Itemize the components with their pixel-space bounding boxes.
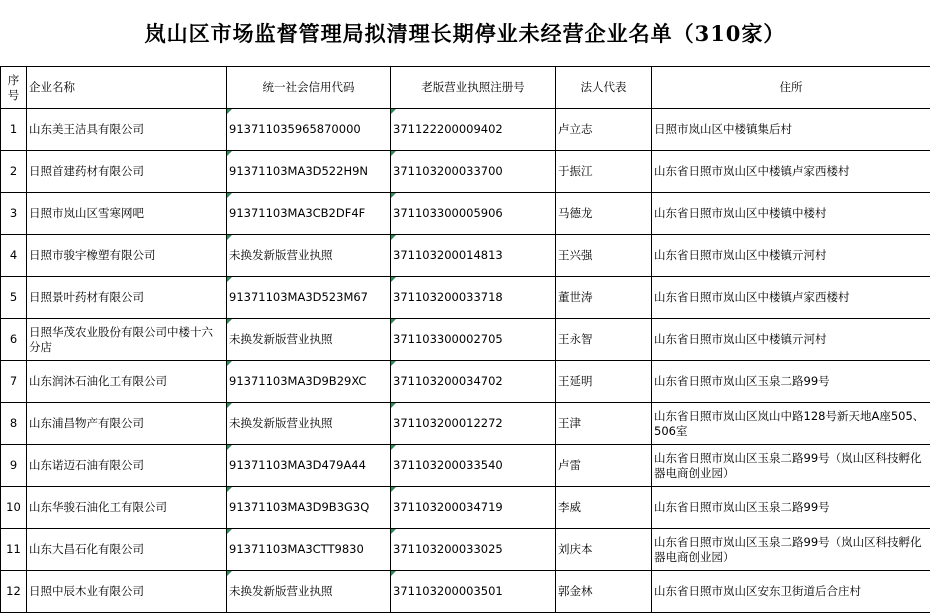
- cell-registration-no: 371103200033718: [391, 277, 556, 319]
- cell-address: 日照市岚山区中楼镇集后村: [652, 109, 930, 151]
- cell-credit-code: 未换发新版营业执照: [227, 403, 391, 445]
- enterprise-table: [0, 66, 930, 613]
- cell-registration-no: 371103200033700: [391, 151, 556, 193]
- cell-legal-rep: 董世涛: [556, 277, 652, 319]
- cell-registration-no: 371103200014813: [391, 235, 556, 277]
- cell-credit-code: 91371103MA3CB2DF4F: [227, 193, 391, 235]
- cell-no: 6: [1, 319, 27, 361]
- cell-legal-rep: 卢立志: [556, 109, 652, 151]
- cell-registration-no: 371103200033025: [391, 529, 556, 571]
- cell-legal-rep: 刘庆本: [556, 529, 652, 571]
- table-row: [1, 529, 930, 571]
- cell-registration-no: 371103200034719: [391, 487, 556, 529]
- cell-company-name: 日照景叶药材有限公司: [27, 277, 227, 319]
- cell-company-name: 山东诺迈石油有限公司: [27, 445, 227, 487]
- cell-legal-rep: 王津: [556, 403, 652, 445]
- cell-company-name: 山东润沐石油化工有限公司: [27, 361, 227, 403]
- cell-legal-rep: 卢雷: [556, 445, 652, 487]
- cell-address: 山东省日照市岚山区中楼镇亓河村: [652, 319, 930, 361]
- cell-company-name: 山东浦昌物产有限公司: [27, 403, 227, 445]
- cell-legal-rep: 王永智: [556, 319, 652, 361]
- cell-company-name: 山东华骏石油化工有限公司: [27, 487, 227, 529]
- cell-no: 1: [1, 109, 27, 151]
- header-address: 住所: [652, 67, 930, 109]
- cell-company-name: 山东美王洁具有限公司: [27, 109, 227, 151]
- cell-credit-code: 91371103MA3D9B29XC: [227, 361, 391, 403]
- cell-no: 10: [1, 487, 27, 529]
- cell-legal-rep: 于振江: [556, 151, 652, 193]
- cell-no: 9: [1, 445, 27, 487]
- cell-registration-no: 371103200003501: [391, 571, 556, 613]
- cell-address: 山东省日照市岚山区玉泉二路99号（岚山区科技孵化器电商创业园）: [652, 445, 930, 487]
- header-no: 序号: [1, 67, 27, 109]
- table-row: [1, 151, 930, 193]
- cell-no: 8: [1, 403, 27, 445]
- cell-credit-code: 91371103MA3D523M67: [227, 277, 391, 319]
- header-legal-rep: 法人代表: [556, 67, 652, 109]
- table-header-row: [1, 67, 930, 109]
- cell-legal-rep: 王延明: [556, 361, 652, 403]
- cell-legal-rep: 李威: [556, 487, 652, 529]
- cell-credit-code: 未换发新版营业执照: [227, 235, 391, 277]
- cell-credit-code: 未换发新版营业执照: [227, 319, 391, 361]
- cell-credit-code: 913711035965870000: [227, 109, 391, 151]
- cell-legal-rep: 郭金林: [556, 571, 652, 613]
- cell-address: 山东省日照市岚山区中楼镇亓河村: [652, 235, 930, 277]
- cell-credit-code: 91371103MA3D9B3G3Q: [227, 487, 391, 529]
- cell-no: 12: [1, 571, 27, 613]
- cell-no: 5: [1, 277, 27, 319]
- cell-company-name: 日照市骏宇橡塑有限公司: [27, 235, 227, 277]
- table-row: [1, 361, 930, 403]
- table-row: [1, 487, 930, 529]
- cell-credit-code: 91371103MA3CTT9830: [227, 529, 391, 571]
- cell-registration-no: 371103300002705: [391, 319, 556, 361]
- table-row: [1, 445, 930, 487]
- cell-address: 山东省日照市岚山区玉泉二路99号: [652, 487, 930, 529]
- table-row: [1, 571, 930, 613]
- cell-address: 山东省日照市岚山区玉泉二路99号（岚山区科技孵化器电商创业园）: [652, 529, 930, 571]
- table-row: [1, 319, 930, 361]
- table-row: [1, 235, 930, 277]
- cell-company-name: 日照首建药材有限公司: [27, 151, 227, 193]
- cell-no: 2: [1, 151, 27, 193]
- cell-registration-no: 371103200033540: [391, 445, 556, 487]
- cell-address: 山东省日照市岚山区中楼镇卢家西楼村: [652, 151, 930, 193]
- cell-registration-no: 371103300005906: [391, 193, 556, 235]
- cell-address: 山东省日照市岚山区中楼镇中楼村: [652, 193, 930, 235]
- cell-company-name: 日照市岚山区雪寒网吧: [27, 193, 227, 235]
- cell-company-name: 山东大昌石化有限公司: [27, 529, 227, 571]
- cell-no: 3: [1, 193, 27, 235]
- cell-no: 7: [1, 361, 27, 403]
- table-row: [1, 403, 930, 445]
- cell-credit-code: 91371103MA3D522H9N: [227, 151, 391, 193]
- cell-address: 山东省日照市岚山区中楼镇卢家西楼村: [652, 277, 930, 319]
- cell-registration-no: 371122200009402: [391, 109, 556, 151]
- header-registration-no: 老版营业执照注册号: [391, 67, 556, 109]
- cell-no: 11: [1, 529, 27, 571]
- cell-no: 4: [1, 235, 27, 277]
- header-company-name: 企业名称: [27, 67, 227, 109]
- table-row: [1, 193, 930, 235]
- cell-legal-rep: 马德龙: [556, 193, 652, 235]
- cell-legal-rep: 王兴强: [556, 235, 652, 277]
- page-title: 岚山区市场监督管理局拟清理长期停业未经营企业名单（310家）: [144, 21, 786, 46]
- cell-address: 山东省日照市岚山区岚山中路128号新天地A座505、506室: [652, 403, 930, 445]
- table-row: [1, 277, 930, 319]
- header-credit-code: 统一社会信用代码: [227, 67, 391, 109]
- cell-registration-no: 371103200012272: [391, 403, 556, 445]
- cell-address: 山东省日照市岚山区安东卫街道后合庄村: [652, 571, 930, 613]
- cell-credit-code: 未换发新版营业执照: [227, 571, 391, 613]
- table-row: [1, 109, 930, 151]
- cell-address: 山东省日照市岚山区玉泉二路99号: [652, 361, 930, 403]
- cell-company-name: 日照华茂农业股份有限公司中楼十六分店: [27, 319, 227, 361]
- cell-company-name: 日照中辰木业有限公司: [27, 571, 227, 613]
- cell-registration-no: 371103200034702: [391, 361, 556, 403]
- cell-credit-code: 91371103MA3D479A44: [227, 445, 391, 487]
